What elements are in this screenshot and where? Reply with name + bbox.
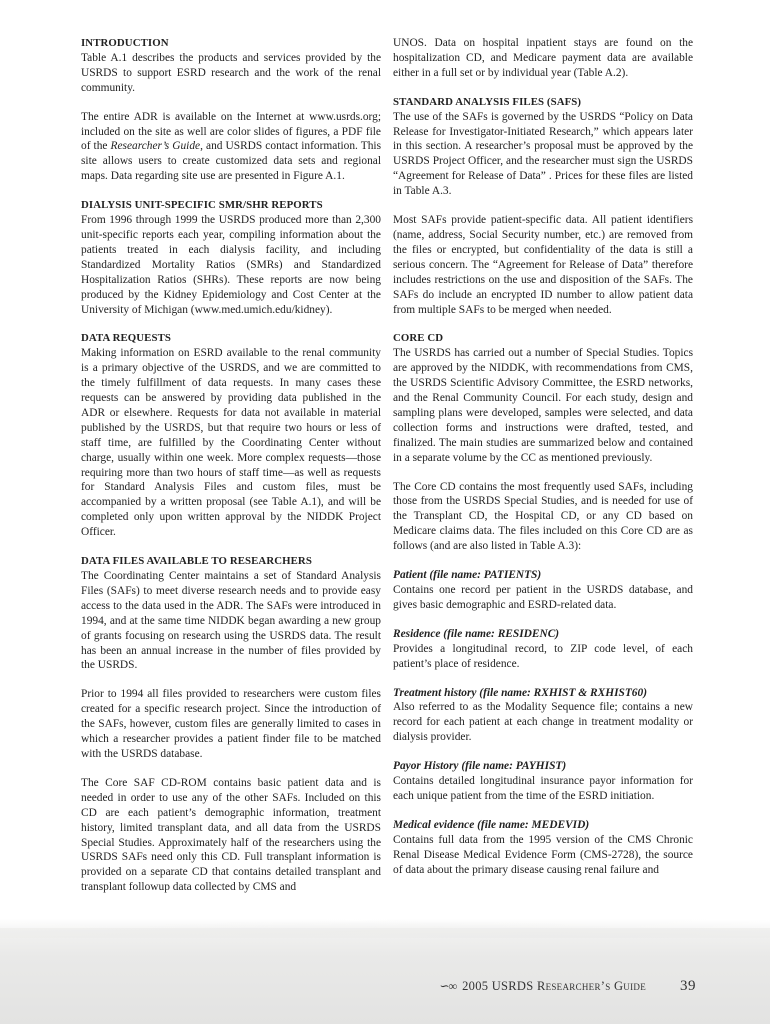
file-entry-title: Residence (file name: RESIDENC) <box>393 627 560 640</box>
introduction-paragraph-2 <box>81 110 381 185</box>
file-entry-residence <box>393 627 693 672</box>
core-cd-paragraph-2: The Core CD contains the most frequently used SAFs, including those from the USRDS Special Studies, and is needed for use of the Transplant CD, the Hospital CD, or any CD based on Medicare claims data. The files included on this Core CD are as follows (and are also listed in Table A.3): <box>393 480 693 553</box>
file-entry-title: Patient (file name: PATIENTS) <box>393 569 542 582</box>
core-cd-paragraph-1: The USRDS has carried out a number of Special Studies. Topics are approved by the NIDDK, with recommendations from CMS, the USRDS Scientific Advisory Committee, the ESRD networks, and the Renal Community Council. For each study, design and sampling plans were developed, samples were selected, and data collection forms and instructions were drafted, tested, and finalized. The main studies are summarized below and contained in a separate volume by the CC as mentioned previously. <box>393 347 693 464</box>
introduction-paragraph-1: Table A.1 describes the products and services provided by the USRDS to support ESRD research and the work of the renal community. <box>81 51 381 94</box>
data-requests-paragraph: Making information on ESRD available to the renal community is a primary objective of the USRDS, and we are committed to the timely fulfillment of data requests. In many cases these requests can be answered by providing data published in the ADR or elsewhere. Requests for data not available in material published by the USRDS, but that require two hours or less of staff time, are fulfilled by the Coordinating Center without charge, usually within one week. More complex requests—those requiring more than two hours of staff time—as well as requests for Standard Analysis Files and custom files, must be accompanied by a written proposal (see Table A.1), and will be completed only upon written approval by the NIDDK Project Officer. <box>81 347 381 539</box>
core-cd-heading: CORE CD <box>393 332 444 345</box>
file-entry-description: Contains one record per patient in the USRDS database, and gives basic demographic and ESRD-related data. <box>393 584 693 611</box>
right-column <box>393 36 693 892</box>
researchers-guide-italic: Researcher’s Guide <box>110 140 201 153</box>
data-files-paragraph-2: Prior to 1994 all files provided to researchers were custom files created for a specific research project. Since the introduction of the SAFs, however, custom files are generally limited to cases in which a researcher provides a patient finder file to be matched with the USRDS database. <box>81 688 381 760</box>
file-entry-description: Contains detailed longitudinal insurance payor information for each unique patient from the time of the ESRD initiation. <box>393 775 693 802</box>
file-entry-treatment-history <box>393 686 693 746</box>
ornament-icon: ∽∞ <box>439 979 457 993</box>
file-entry-payor-history <box>393 759 693 804</box>
dialysis-reports-heading: DIALYSIS UNIT-SPECIFIC SMR/SHR REPORTS <box>81 199 323 212</box>
data-requests-heading: DATA REQUESTS <box>81 332 171 345</box>
data-files-paragraph-1: The Coordinating Center maintains a set of Standard Analysis Files (SAFs) to meet diverse research needs and to provide easy access to the data used in the ADR. The SAFs were introduced in 1994, and at the same time NIDDK began awarding a new group of grants focusing on research using the USRDS data. The result has been an annual increase in the number of files provided by the USRDS. <box>81 570 381 672</box>
introduction-p2-text-a: The entire ADR is available on the Internet at www.usrds.org; included on the site as well are color slides of figures, a PDF file of the <box>81 110 381 153</box>
footer-title: 2005 USRDS Researcher’s Guide <box>462 979 646 993</box>
left-column <box>81 36 381 909</box>
continuation-paragraph: UNOS. Data on hospital inpatient stays are found on the hospitalization CD, and Medicare payment data are available either in a full set or by individual year (Table A.2). <box>393 37 693 79</box>
safs-paragraph-2: Most SAFs provide patient-specific data. All patient identifiers (name, address, Social Security number, etc.) are removed from the files or encrypted, but confidentiality of the data is still a serious concern. The “Agreement for Release of Data” therefore includes restrictions on the use and disposition of the SAFs. The SAFs do include an encrypted ID number to allow patient data from multiple SAFs to be merged when needed. <box>393 214 693 316</box>
file-entry-description: Provides a longitudinal record, to ZIP code level, of each patient’s place of residence. <box>393 642 693 670</box>
safs-heading: STANDARD ANALYSIS FILES (SAFS) <box>393 95 582 108</box>
file-entry-description: Also referred to as the Modality Sequence file; contains a new record for each patient at each change in treatment modality or dialysis provider. <box>393 701 693 744</box>
dialysis-reports-paragraph: From 1996 through 1999 the USRDS produced more than 2,300 unit-specific reports each year, compiling information about the patients treated in each dialysis facility, and including Standardized Mortality Ratios (SMRs) and Standardized Hospitalization Ratios (SHRs). These reports are now being produced by the Kidney Epidemiology and Cost Center at the University of Michigan (www.med.umich.edu/kidney). <box>81 214 381 316</box>
data-files-heading: DATA FILES AVAILABLE TO RESEARCHERS <box>81 555 312 568</box>
safs-paragraph-1: The use of the SAFs is governed by the USRDS “Policy on Data Release for Investigator-Initiated Research,” which appears later in this section. A researcher’s proposal must be approved by the USRDS Project Officer, and the researcher must sign the USRDS “Agreement for Release of Data” . Prices for these files are listed in Table A.3. <box>393 110 693 198</box>
file-entry-description: Contains full data from the 1995 version of the CMS Chronic Renal Disease Medical Evidence Form (CMS-2728), the source of data about the primary disease causing renal failure and <box>393 833 693 876</box>
file-entry-title: Payor History (file name: PAYHIST) <box>393 760 567 773</box>
page-footer <box>439 978 696 995</box>
file-entry-medical-evidence <box>393 818 693 878</box>
data-files-paragraph-3: The Core SAF CD-ROM contains basic patient data and is needed in order to use any of the other SAFs. Included on this CD are each patient’s demographic information, treatment history, limited transplant data, and all data from the USRDS Special Studies. Approximately half of the researchers using the USRDS SAFs need only this CD. Full transplant information is provided on a separate CD that contains detailed transplant and transplant followup data collected by CMS and <box>81 776 381 894</box>
introduction-p2-text-b: , and USRDS contact information. This site allows users to create customized data sets and regional maps. Data regarding site use are presented in Figure A.1. <box>81 140 382 183</box>
file-entry-title: Treatment history (file name: RXHIST & RXHIST60) <box>393 686 647 699</box>
file-entry-title: Medical evidence (file name: MEDEVID) <box>393 818 590 831</box>
footer-background-band <box>0 928 770 1024</box>
file-entry-patient <box>393 568 693 613</box>
introduction-heading: INTRODUCTION <box>81 37 169 49</box>
page-number: 39 <box>680 978 696 994</box>
